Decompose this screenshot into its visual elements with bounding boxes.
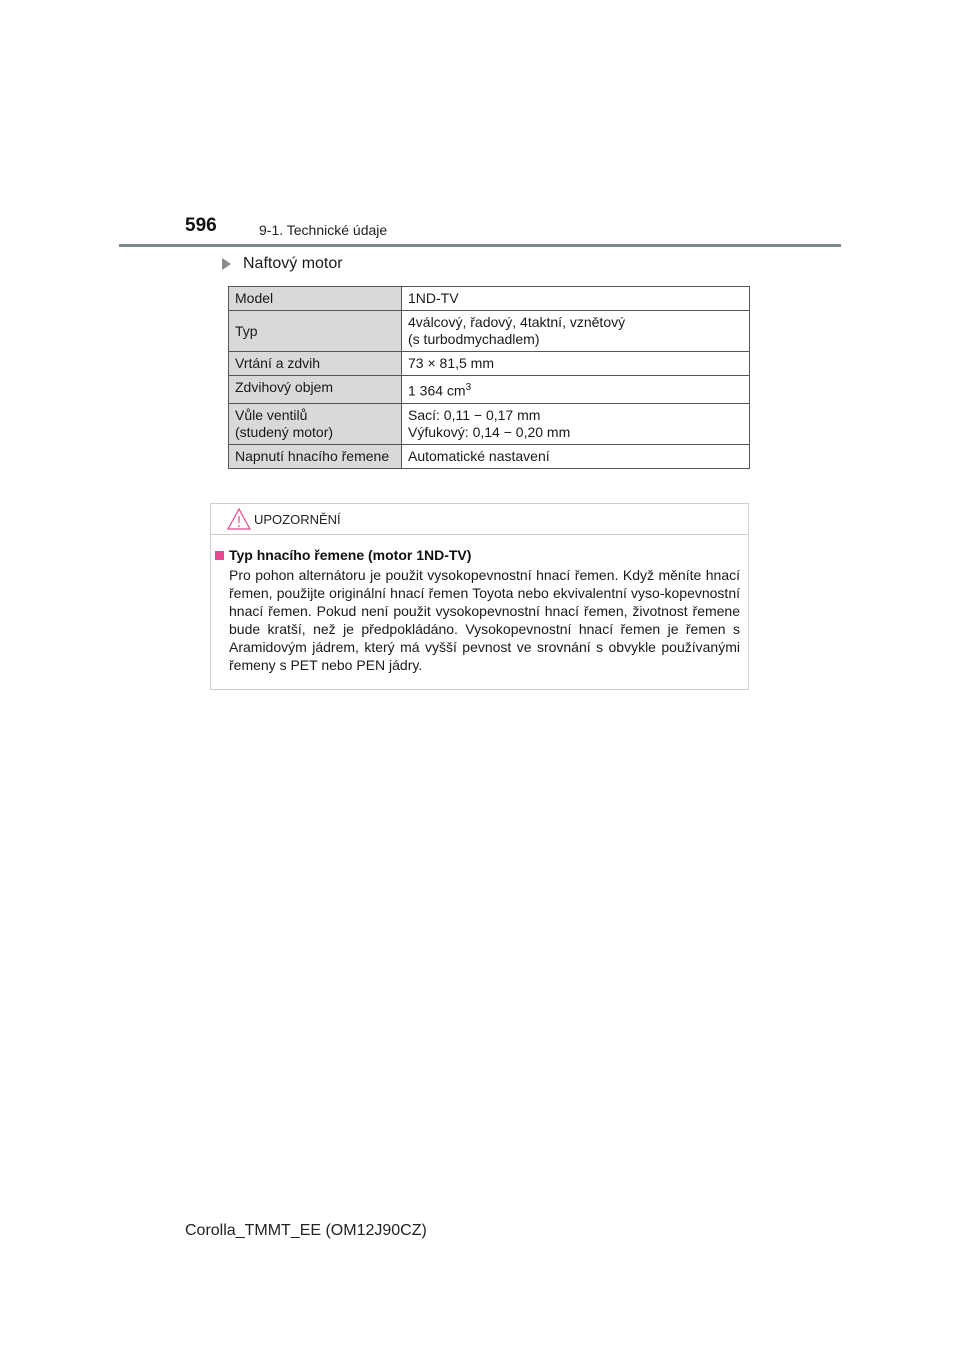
warning-header	[211, 504, 748, 535]
table-row	[229, 376, 750, 404]
triangle-bullet-icon	[222, 258, 231, 270]
row-label-text: Vůle ventilů (studený motor)	[235, 406, 334, 440]
page-number: 596	[185, 215, 217, 236]
warning-text: Pro pohon alternátoru je použit vysokopevnostní hnací řemen. Když měníte hnací řemen, použijte originální hnací řemen Toyota nebo ekvivalentní vyso-kopevnostní hnací řemen. Pokud není použit vysokopevnostní hnací řemen, životnost řemene bude kratší, než je předpokládáno. Vysokopevnostní hnací řemen je řemen s Aramidovým jádrem, který má vyšší pevnost ve srovnání s obvykle používanými řemeny s PET nebo PEN jádry.	[229, 567, 740, 673]
row-label: Model	[229, 287, 402, 311]
row-label: Vrtání a zdvih	[229, 352, 402, 376]
table-row	[229, 287, 750, 311]
spec-table	[228, 286, 750, 469]
warning-box	[210, 503, 749, 690]
row-value-line: 4válcový, řadový, 4taktní, vznětový (s turbodmychadlem)	[408, 314, 626, 347]
superscript: 3	[465, 382, 472, 393]
row-value: 73 × 81,5 mm	[402, 352, 750, 376]
row-label: Zdvihový objem	[229, 376, 402, 404]
row-label	[229, 403, 402, 444]
subheading-text: Naftový motor	[243, 255, 343, 272]
row-value: Automatické nastavení	[402, 444, 750, 468]
row-value	[402, 311, 750, 352]
table-row	[229, 311, 750, 352]
warning-heading-text: Typ hnacího řemene (motor 1ND-TV)	[229, 547, 472, 563]
subheading	[222, 255, 343, 273]
row-label: Napnutí hnacího řemene	[229, 444, 402, 468]
displacement-value: 1 364 cm	[408, 382, 466, 399]
square-bullet-icon	[215, 551, 224, 560]
footer-model-code: Corolla_TMMT_EE (OM12J90CZ)	[185, 1222, 427, 1239]
header-rule	[119, 244, 841, 247]
section-title: 9-1. Technické údaje	[259, 222, 388, 238]
table-row	[229, 403, 750, 444]
warning-heading	[215, 547, 471, 563]
warning-icon	[226, 507, 252, 531]
row-value	[402, 376, 750, 404]
row-value-line: Sací: 0,11 − 0,17 mm Výfukový: 0,14 − 0,20 mm	[408, 406, 571, 440]
row-value: 1ND-TV	[402, 287, 750, 311]
row-label: Typ	[229, 311, 402, 352]
table-row	[229, 444, 750, 468]
row-value	[402, 403, 750, 444]
table-row	[229, 352, 750, 376]
warning-title: UPOZORNĚNÍ	[254, 512, 341, 527]
